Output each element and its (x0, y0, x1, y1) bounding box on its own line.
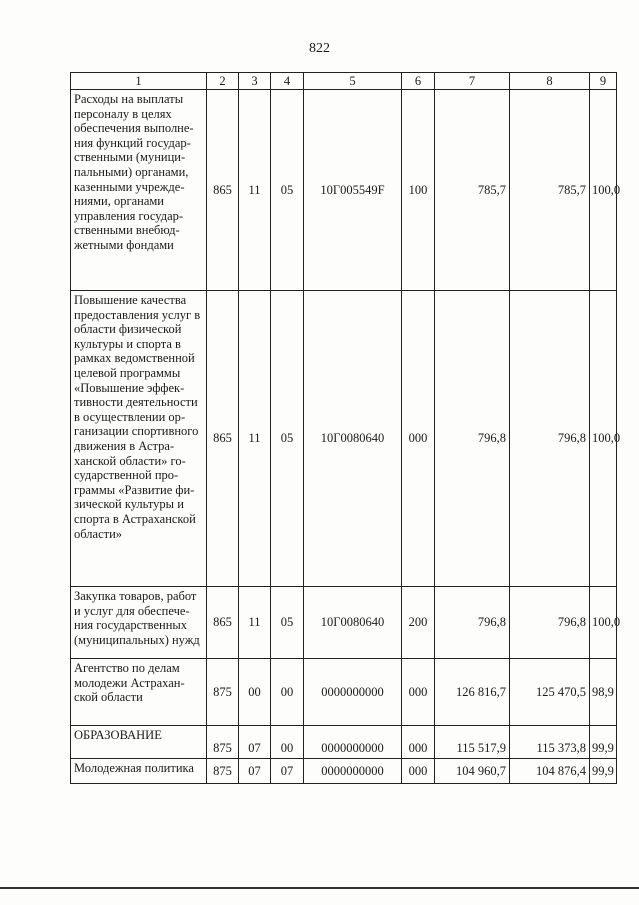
percent-cell: 100,0 (590, 291, 617, 587)
expense-type-cell: 000 (402, 659, 435, 726)
expense-type-cell: 100 (402, 90, 435, 291)
table-row (71, 759, 617, 784)
actual-amount-cell: 104 876,4 (510, 759, 590, 784)
percent-cell: 99,9 (590, 759, 617, 784)
subsection-code-cell: 05 (271, 90, 304, 291)
expense-type-cell: 000 (402, 759, 435, 784)
expense-name-cell: Молодежная политика (71, 759, 207, 784)
dept-code-cell: 875 (207, 726, 239, 759)
section-code-cell: 00 (239, 659, 271, 726)
actual-amount-cell: 785,7 (510, 90, 590, 291)
budget-table (70, 72, 621, 784)
section-code-cell: 11 (239, 587, 271, 659)
subsection-code-cell: 00 (271, 659, 304, 726)
expense-type-cell: 000 (402, 291, 435, 587)
target-article-cell: 10Г005549F (304, 90, 402, 291)
actual-amount-cell: 115 373,8 (510, 726, 590, 759)
table-row (71, 90, 617, 291)
table-row (71, 291, 617, 587)
percent-cell: 100,0 (590, 587, 617, 659)
column-header: 5 (304, 73, 402, 90)
target-article-cell: 0000000000 (304, 659, 402, 726)
actual-amount-cell: 796,8 (510, 587, 590, 659)
dept-code-cell: 875 (207, 759, 239, 784)
page-bottom-divider (0, 887, 639, 889)
column-header: 8 (510, 73, 590, 90)
expense-name-cell: Закупка товаров, работ и услуг для обеспечения государственных (муниципальных) нужд (71, 587, 207, 659)
subsection-code-cell: 05 (271, 587, 304, 659)
column-header: 2 (207, 73, 239, 90)
percent-cell: 98,9 (590, 659, 617, 726)
target-article-cell: 0000000000 (304, 726, 402, 759)
section-code-cell: 11 (239, 291, 271, 587)
dept-code-cell: 865 (207, 587, 239, 659)
dept-code-cell: 865 (207, 90, 239, 291)
column-header: 9 (590, 73, 617, 90)
dept-code-cell: 875 (207, 659, 239, 726)
target-article-cell: 10Г0080640 (304, 587, 402, 659)
plan-amount-cell: 126 816,7 (435, 659, 510, 726)
target-article-cell: 0000000000 (304, 759, 402, 784)
table-row (71, 587, 617, 659)
page-number: 822 (309, 41, 330, 56)
table-row (71, 659, 617, 726)
percent-cell: 99,9 (590, 726, 617, 759)
expense-name-cell: Расходы на выплаты персоналу в целях обеспечения выполнения функций государственными (муниципальными) органами, казенными учреждениями, органами управления государственными внебюджетными фондами (71, 90, 207, 291)
column-header: 3 (239, 73, 271, 90)
plan-amount-cell: 796,8 (435, 291, 510, 587)
plan-amount-cell: 785,7 (435, 90, 510, 291)
section-code-cell: 07 (239, 759, 271, 784)
plan-amount-cell: 796,8 (435, 587, 510, 659)
expense-name-cell: Агентство по делам молодежи Астраханской области (71, 659, 207, 726)
expense-type-cell: 200 (402, 587, 435, 659)
subsection-code-cell: 05 (271, 291, 304, 587)
table-row (71, 726, 617, 759)
actual-amount-cell: 125 470,5 (510, 659, 590, 726)
column-header: 4 (271, 73, 304, 90)
plan-amount-cell: 115 517,9 (435, 726, 510, 759)
expense-name-cell: Повышение качества предоставления услуг в области физической культуры и спорта в рамках ведомственной целевой программы «Повышение эффективности деятельности в осуществлении организации спортивного движения в Астраханской области» государственной программы «Развитие физической культуры и спорта в Астраханской области» (71, 291, 207, 587)
column-header: 6 (402, 73, 435, 90)
table-header-row (71, 73, 617, 90)
column-header: 7 (435, 73, 510, 90)
section-code-cell: 11 (239, 90, 271, 291)
column-header: 1 (71, 73, 207, 90)
percent-cell: 100,0 (590, 90, 617, 291)
subsection-code-cell: 00 (271, 726, 304, 759)
plan-amount-cell: 104 960,7 (435, 759, 510, 784)
actual-amount-cell: 796,8 (510, 291, 590, 587)
section-code-cell: 07 (239, 726, 271, 759)
dept-code-cell: 865 (207, 291, 239, 587)
subsection-code-cell: 07 (271, 759, 304, 784)
expense-name-cell: ОБРАЗОВАНИЕ (71, 726, 207, 759)
expense-type-cell: 000 (402, 726, 435, 759)
target-article-cell: 10Г0080640 (304, 291, 402, 587)
